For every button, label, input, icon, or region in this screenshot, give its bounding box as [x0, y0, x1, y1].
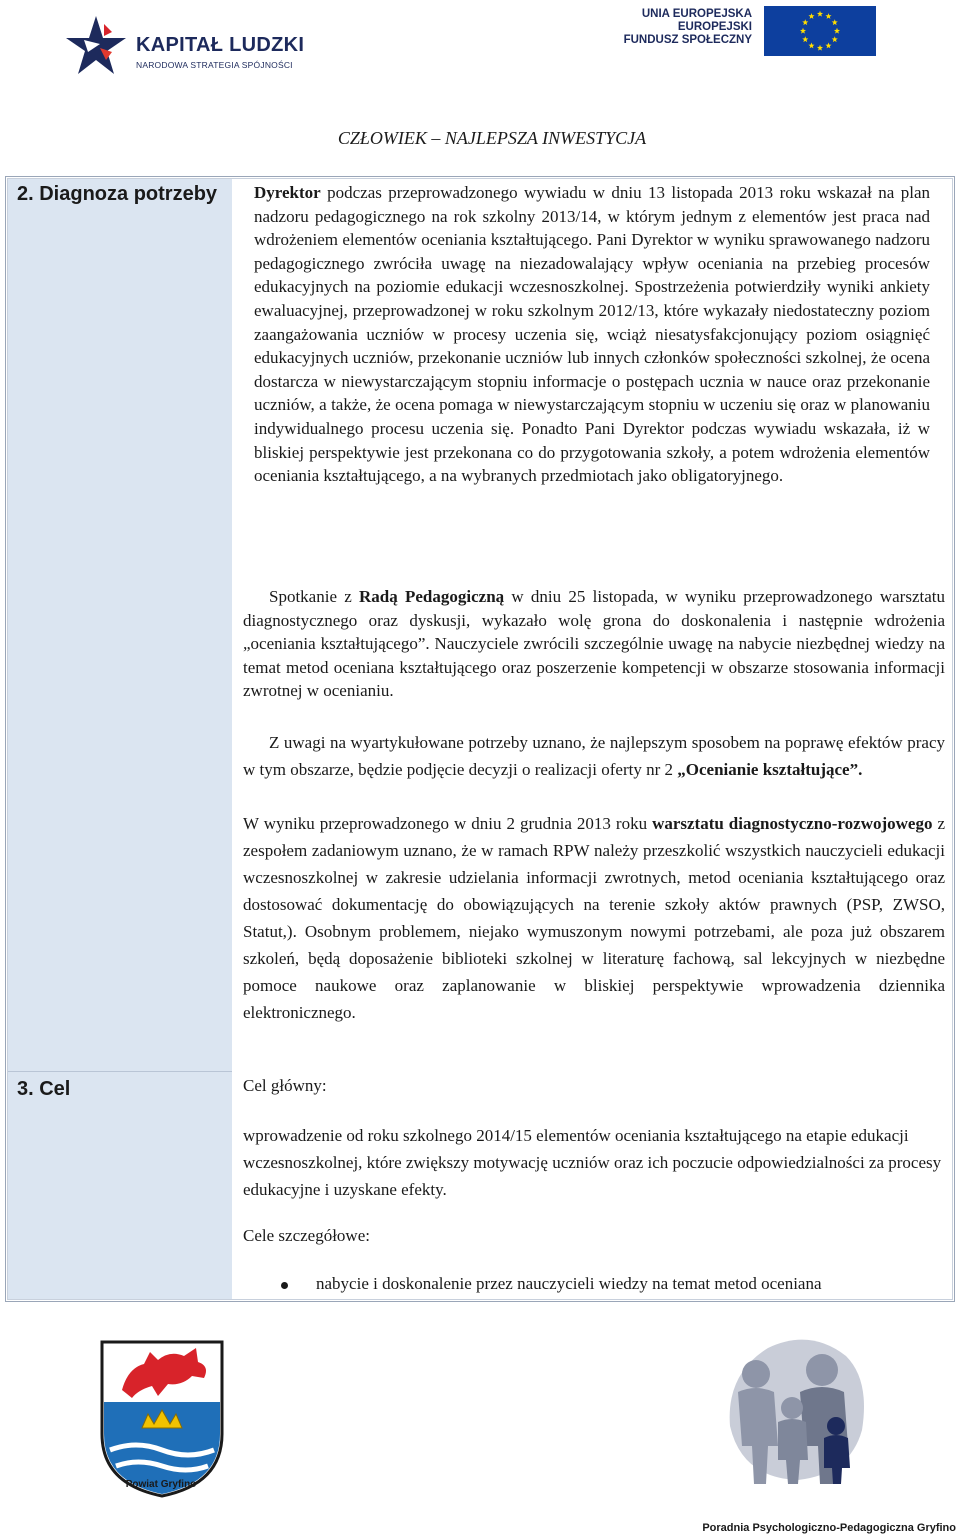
offer-title-bold: „Ocenianie kształtujące”.: [677, 760, 863, 779]
eu-flag-icon: [764, 6, 876, 56]
council-intro: Spotkanie z: [269, 587, 360, 606]
detailed-goals-label: Cele szczegółowe:: [243, 1226, 370, 1245]
kapital-ludzki-logo: [66, 14, 316, 78]
bullet-icon: [281, 1282, 288, 1289]
main-goal-label: Cel główny:: [243, 1076, 327, 1095]
crest-caption: Powiat Gryfino: [125, 1479, 197, 1490]
label-column: [8, 179, 232, 1299]
kapital-ludzki-star-icon: [66, 14, 130, 78]
council-text: w dniu 25 listopada, w wyniku przeprowadzonego warsztatu diagnostycznego oraz dyskusji, wykazało wolę grona do doskonalenia i następnie wdrożenia „oceniania kształtującego”. Nauczyciele zwrócili szczególnie uwagę na nabycie niezbędnej wiedzy na temat metod oceniana kształtującego oraz poszerzenie kompetencji w obszarze stosowania informacji zwrotnej w ocenianiu.: [243, 587, 945, 701]
decision-paragraph: [243, 729, 945, 783]
family-silhouette-icon: [720, 1334, 870, 1486]
kapital-ludzki-subtitle: NARODOWA STRATEGIA SPÓJNOŚCI: [136, 60, 293, 70]
decision-text: Z uwagi na wyartykułowane potrzeby uznano, że najlepszym sposobem na poprawę efektów pracy w tym obszarze, będzie podjęcie decyzji o realizacji oferty nr 2: [243, 733, 945, 779]
eu-logo-line-1: UNIA EUROPEJSKA: [641, 8, 752, 20]
section-2-label: 2. Diagnoza potrzeby: [17, 183, 218, 205]
footer-institution: Poradnia Psychologiczno-Pedagogiczna Gryfino: [702, 1522, 956, 1534]
section-3-label: 3. Cel: [17, 1078, 71, 1100]
eu-logo: [586, 6, 878, 56]
workshop-intro: W wyniku przeprowadzonego w dniu 2 grudnia 2013 roku: [243, 814, 653, 833]
diagnosis-paragraph: [254, 181, 930, 488]
diagnosis-text: podczas przeprowadzonego wywiadu w dniu 13 listopada 2013 roku wskazał na plan nadzoru pedagogicznego na rok szkolny 2013/14, w którym jednym z elementów jest praca nad wdrożeniem elementów oceniania kształtującego. Pani Dyrektor w wyniku sprawowanego nadzoru pedagogicznego zwróciła uwagę na niezadowalający wpływ oceniania na przebieg procesów edukacyjnych na poziomie edukacji wczesnoszkolnej. Spostrzeżenia potwierdziły wyniki ankiety ewaluacyjnej, przeprowadzonej w roku szkolnym 2012/13, które wykazały niedostateczny poziom zaangażowania uczniów w procesy uczenia się, wciąż niesatysfakcjonujący poziom osiągnięć edukacyjnych uczniów, przekonanie uczniów lub innych członków społeczności szkolnej, że ocena dostarcza w niewystarczającym stopniu informacje o postępach ucznia w nauce oraz przekonanie uczniów, a także, że ocena pomaga w niewystarczającym stopniu w uczeniu się oraz w planowaniu indywidualnego procesu uczenia się. Ponadto Pani Dyrektor podczas wywiadu wskazała, iż w bliskiej perspektywie jest przekonana co do przygotowania szkoły, a potem wdrożenia elementów oceniania kształtującego, a na wybranych przedmiotach jako obligatoryjnego.: [254, 183, 930, 486]
list-item-text: nabycie i doskonalenie przez nauczycieli wiedzy na temat metod oceniana: [316, 1274, 822, 1293]
council-bold: Radą Pedagogiczną: [359, 587, 505, 606]
workshop-paragraph: [243, 810, 945, 1026]
council-paragraph: [243, 585, 945, 703]
row-divider: [8, 1071, 232, 1072]
main-goal-text: wprowadzenie od roku szkolnego 2014/15 elementów oceniania kształtującego na etapie edukacji wczesnoszkolnej, które zwiększy motywację uczniów oraz ich poczucie odpowiedzialności za procesy edukacyjne i uzyskane efekty.: [243, 1126, 942, 1199]
workshop-bold: warsztatu diagnostyczno-rozwojowego: [652, 814, 933, 833]
eu-logo-line-2: EUROPEJSKI: [677, 21, 752, 33]
workshop-text: z zespołem zadaniowym uznano, że w ramach RPW należy przeszkolić wszystkich nauczycieli edukacji wczesnoszkolnej w zakresie udzielania informacji zwrotnych, metod oceniania kształtującego oraz dostosować dokumentację do obowiązujących na terenie szkoły aktów prawnych (PSP, ZWSO, Statut,). Osobnym problemem, niejako wymuszonym nowymi potrzebami, ale poza już obszarem szkoleń, będą doposażenie biblioteki szkolnej w literaturę fachową, sal lekcyjnych w niezbędne pomoce naukowe oraz zaplanowanie w bliskiej perspektywie wprowadzenia dziennika elektronicznego.: [243, 814, 946, 1022]
document-table: [5, 176, 955, 1302]
powiat-gryfino-crest-icon: [98, 1338, 226, 1498]
motto: CZŁOWIEK – NAJLEPSZA INWESTYCJA: [337, 128, 647, 148]
eu-logo-line-3: FUNDUSZ SPOŁECZNY: [623, 34, 752, 46]
kapital-ludzki-title: KAPITAŁ LUDZKI: [136, 34, 305, 56]
director-bold: Dyrektor: [254, 183, 321, 202]
eu-logo-text: [586, 8, 752, 47]
